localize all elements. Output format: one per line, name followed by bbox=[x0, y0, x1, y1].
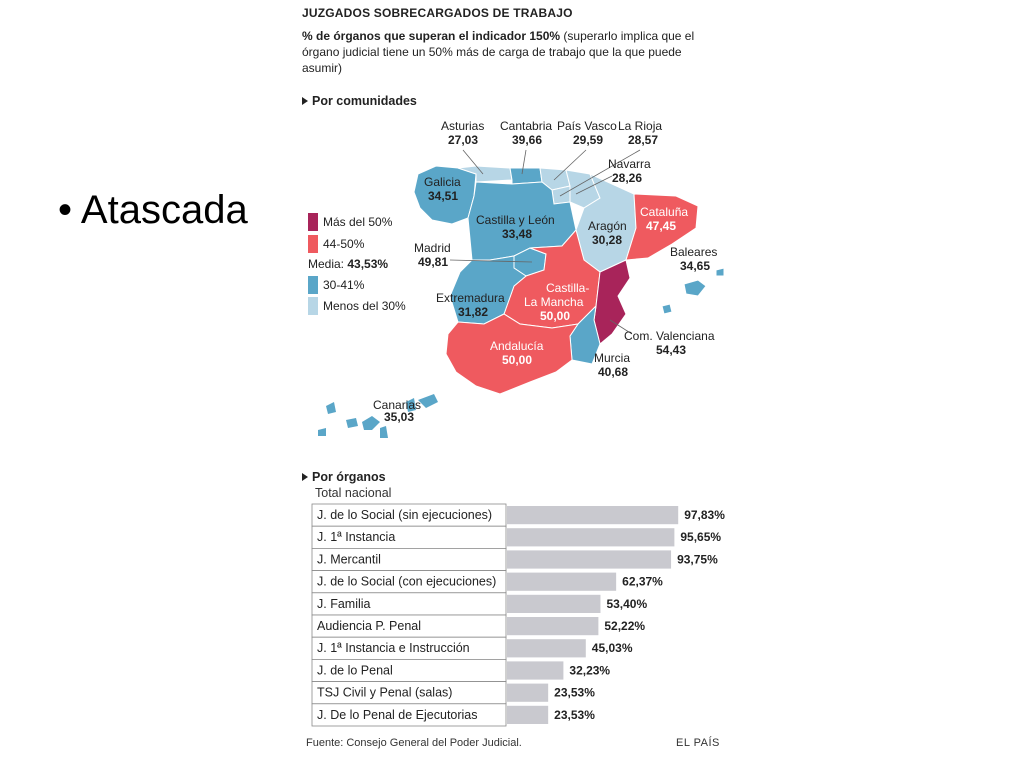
legend-media bbox=[308, 255, 406, 273]
bar-row bbox=[312, 615, 645, 637]
label-com-valenciana-name: Com. Valenciana bbox=[624, 329, 715, 343]
label-canarias-value: 35,03 bbox=[384, 410, 415, 424]
bar-row bbox=[312, 548, 718, 570]
label-pais-vasco-value: 29,59 bbox=[573, 133, 604, 147]
bar-category-label: J. Mercantil bbox=[317, 552, 381, 567]
bar-value-label: 32,23% bbox=[569, 663, 611, 678]
label-asturias-name: Asturias bbox=[441, 119, 485, 133]
label-baleares-name: Baleares bbox=[670, 245, 718, 259]
label-galicia-name: Galicia bbox=[424, 175, 461, 189]
label-andalucia-value: 50,00 bbox=[502, 353, 533, 367]
label-galicia-value: 34,51 bbox=[428, 189, 459, 203]
legend-media-label: Media: bbox=[308, 257, 348, 271]
label-murcia-value: 40,68 bbox=[598, 365, 629, 379]
label-asturias-value: 27,03 bbox=[448, 133, 479, 147]
legend-label: 44-50% bbox=[323, 236, 365, 251]
bar-row bbox=[312, 659, 610, 681]
label-castilla-leon-value: 33,48 bbox=[502, 227, 533, 241]
label-cantabria-name: Cantabria bbox=[500, 119, 553, 133]
region-baleares-shape bbox=[662, 268, 724, 314]
bar bbox=[507, 550, 671, 568]
bar bbox=[507, 595, 600, 613]
legend-item-menos-30 bbox=[308, 296, 406, 316]
label-castilla-la-mancha-name-2: La Mancha bbox=[524, 295, 584, 309]
source-note: Fuente: Consejo General del Poder Judicial. bbox=[306, 737, 522, 749]
bar-value-label: 23,53% bbox=[554, 685, 595, 700]
bar-value-label: 93,75% bbox=[677, 552, 718, 567]
bar-category-label: J. Familia bbox=[317, 596, 371, 611]
label-andalucia-name: Andalucía bbox=[490, 339, 544, 353]
legend-swatch bbox=[308, 297, 318, 315]
label-madrid-value: 49,81 bbox=[418, 255, 449, 269]
triangle-bullet-icon bbox=[302, 473, 308, 481]
label-com-valenciana-value: 54,43 bbox=[656, 343, 687, 357]
label-castilla-la-mancha-value: 50,00 bbox=[540, 309, 571, 323]
map-legend bbox=[308, 212, 406, 318]
bar-category-label: J. 1ª Instancia e Instrucción bbox=[317, 641, 470, 656]
label-canarias-name: Canarias bbox=[373, 398, 422, 412]
bar-value-label: 95,65% bbox=[680, 530, 722, 545]
label-aragon-value: 30,28 bbox=[592, 233, 623, 247]
bar-row bbox=[312, 593, 647, 615]
label-extremadura-name: Extremadura bbox=[436, 291, 505, 305]
bar-value-label: 45,03% bbox=[591, 641, 633, 656]
bar bbox=[507, 506, 678, 524]
bar-value-label: 53,40% bbox=[606, 596, 648, 611]
label-pais-vasco-name: País Vasco bbox=[557, 119, 617, 133]
section-organos bbox=[302, 470, 386, 484]
bar bbox=[507, 706, 548, 724]
label-cantabria-value: 39,66 bbox=[512, 133, 543, 147]
bar-category-label: TSJ Civil y Penal (salas) bbox=[317, 685, 453, 700]
subtitle-rest: (superarlo implica que el órgano judicial tiene un 50% más de carga de trabajo que la que puede asumir) bbox=[302, 29, 695, 75]
section-organos-label: Por órganos bbox=[312, 470, 386, 484]
bar bbox=[507, 528, 674, 546]
bar-row bbox=[312, 526, 721, 548]
legend-item-30-41 bbox=[308, 275, 406, 295]
bar bbox=[507, 684, 548, 702]
legend-label: 30-41% bbox=[323, 277, 365, 292]
label-murcia-name: Murcia bbox=[594, 351, 631, 365]
bar-value-label: 97,83% bbox=[684, 508, 725, 522]
slide-bullet: • Atascada bbox=[58, 188, 248, 232]
label-baleares-value: 34,65 bbox=[680, 259, 711, 273]
brand-logo: EL PAÍS bbox=[676, 737, 720, 749]
bar-row bbox=[312, 504, 725, 526]
legend-label: Menos del 30% bbox=[323, 299, 406, 313]
bar bbox=[507, 617, 598, 635]
bar-category-label: Audiencia P. Penal bbox=[317, 619, 422, 633]
subtitle-bold: % de órganos que superan el indicador 150% bbox=[302, 29, 561, 43]
legend-swatch bbox=[308, 213, 318, 231]
infographic-title: JUZGADOS SOBRECARGADOS DE TRABAJO bbox=[302, 6, 573, 20]
bar bbox=[507, 661, 563, 679]
bar-category-label: J. de lo Social (con ejecuciones) bbox=[317, 574, 497, 589]
bar-row bbox=[312, 571, 663, 593]
legend-media-value: 43,53% bbox=[347, 257, 389, 271]
label-cataluna-value: 47,45 bbox=[646, 219, 677, 233]
legend-label: Más del 50% bbox=[323, 215, 393, 229]
bar-category-label: J. de lo Penal bbox=[317, 663, 393, 678]
legend-item-mas-50 bbox=[308, 212, 406, 232]
section-comunidades-label: Por comunidades bbox=[312, 94, 417, 108]
label-la-rioja-value: 28,57 bbox=[628, 133, 659, 147]
label-castilla-leon-name: Castilla y León bbox=[476, 213, 555, 227]
section-organos-subhead: Total nacional bbox=[315, 486, 392, 500]
organos-bar-chart bbox=[300, 500, 740, 730]
label-la-rioja-name: La Rioja bbox=[618, 119, 663, 133]
region-cantabria-shape bbox=[510, 168, 542, 184]
bar-value-label: 52,22% bbox=[604, 619, 646, 633]
bar-category-label: J. De lo Penal de Ejecutorias bbox=[317, 707, 478, 722]
bar bbox=[507, 639, 586, 657]
label-navarra-name: Navarra bbox=[608, 157, 651, 171]
label-aragon-name: Aragón bbox=[588, 219, 627, 233]
label-castilla-la-mancha-name-1: Castilla- bbox=[546, 281, 590, 295]
bar-category-label: J. 1ª Instancia bbox=[317, 530, 396, 545]
label-cataluna-name: Cataluña bbox=[640, 205, 689, 219]
legend-swatch bbox=[308, 276, 318, 294]
label-extremadura-value: 31,82 bbox=[458, 305, 489, 319]
bar-row bbox=[312, 704, 595, 726]
infographic-subtitle bbox=[302, 28, 722, 76]
bar-row bbox=[312, 637, 633, 659]
label-navarra-value: 28,26 bbox=[612, 171, 643, 185]
slide-bullet-text: Atascada bbox=[80, 188, 248, 232]
triangle-bullet-icon bbox=[302, 97, 308, 105]
bar-value-label: 62,37% bbox=[622, 574, 663, 589]
bar-row bbox=[312, 682, 595, 704]
bar bbox=[507, 573, 616, 591]
legend-item-44-50 bbox=[308, 234, 406, 254]
legend-swatch bbox=[308, 235, 318, 253]
infographic bbox=[300, 0, 740, 768]
label-madrid-name: Madrid bbox=[414, 241, 451, 255]
bar-value-label: 23,53% bbox=[554, 707, 595, 722]
section-comunidades bbox=[302, 94, 417, 108]
bar-category-label: J. de lo Social (sin ejecuciones) bbox=[317, 508, 493, 522]
